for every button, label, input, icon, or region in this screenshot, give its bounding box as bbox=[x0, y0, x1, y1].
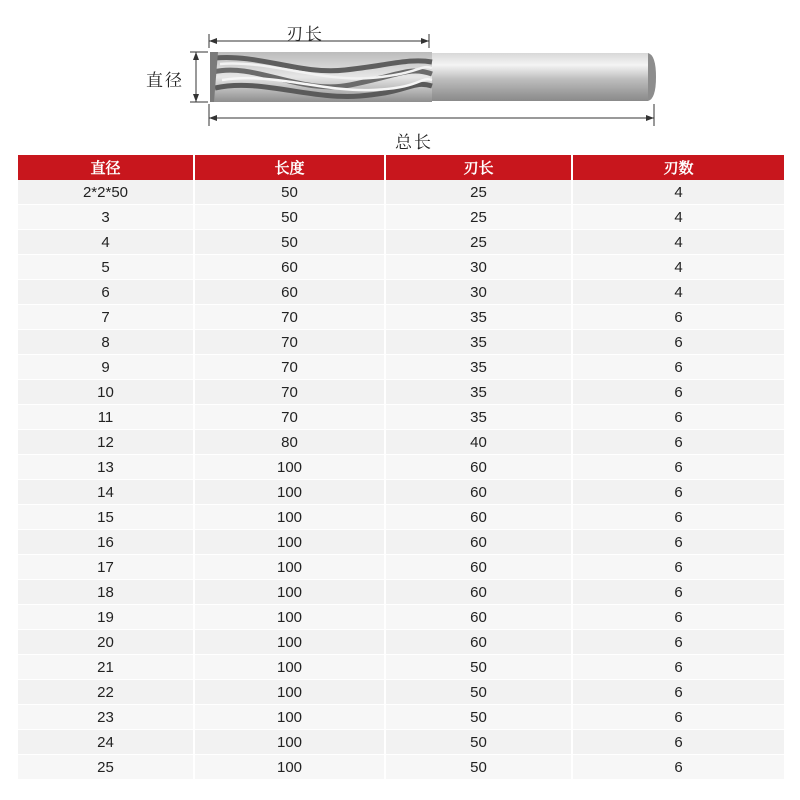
table-row bbox=[18, 530, 784, 555]
cell-flute-length: 60 bbox=[385, 555, 572, 580]
cell-diameter: 14 bbox=[18, 480, 194, 505]
cell-flute-count: 6 bbox=[572, 430, 784, 455]
diameter-label: 直径 bbox=[146, 71, 184, 91]
spec-table bbox=[18, 155, 784, 780]
cell-flute-count: 6 bbox=[572, 655, 784, 680]
cell-flute-length: 30 bbox=[385, 255, 572, 280]
cell-flute-count: 6 bbox=[572, 605, 784, 630]
reamer-flutes bbox=[210, 52, 432, 102]
cell-length: 70 bbox=[194, 305, 385, 330]
cell-flute-count: 6 bbox=[572, 330, 784, 355]
table-row bbox=[18, 605, 784, 630]
cell-flute-length: 25 bbox=[385, 180, 572, 205]
cell-flute-length: 35 bbox=[385, 405, 572, 430]
cell-length: 60 bbox=[194, 280, 385, 305]
cell-diameter: 18 bbox=[18, 580, 194, 605]
header-diameter: 直径 bbox=[18, 155, 194, 180]
cell-diameter: 9 bbox=[18, 355, 194, 380]
cell-flute-count: 6 bbox=[572, 730, 784, 755]
cell-flute-length: 60 bbox=[385, 630, 572, 655]
cell-length: 100 bbox=[194, 580, 385, 605]
cell-flute-length: 35 bbox=[385, 305, 572, 330]
table-row bbox=[18, 305, 784, 330]
cell-flute-count: 6 bbox=[572, 530, 784, 555]
cell-diameter: 16 bbox=[18, 530, 194, 555]
cell-length: 100 bbox=[194, 455, 385, 480]
cell-length: 70 bbox=[194, 355, 385, 380]
header-flute-count: 刃数 bbox=[572, 155, 784, 180]
table-row bbox=[18, 455, 784, 480]
table-row bbox=[18, 555, 784, 580]
cell-flute-count: 6 bbox=[572, 405, 784, 430]
diameter-dimension bbox=[190, 52, 208, 102]
cell-flute-count: 6 bbox=[572, 455, 784, 480]
cell-flute-count: 4 bbox=[572, 230, 784, 255]
cell-diameter: 25 bbox=[18, 755, 194, 780]
cell-flute-length: 35 bbox=[385, 330, 572, 355]
cell-length: 50 bbox=[194, 180, 385, 205]
cell-length: 100 bbox=[194, 530, 385, 555]
cell-length: 60 bbox=[194, 255, 385, 280]
cell-diameter: 6 bbox=[18, 280, 194, 305]
cell-length: 100 bbox=[194, 505, 385, 530]
cell-flute-count: 6 bbox=[572, 580, 784, 605]
table-row bbox=[18, 180, 784, 205]
cell-diameter: 3 bbox=[18, 205, 194, 230]
table-row bbox=[18, 330, 784, 355]
cell-flute-count: 6 bbox=[572, 555, 784, 580]
cell-flute-count: 6 bbox=[572, 755, 784, 780]
table-row bbox=[18, 255, 784, 280]
header-flute-length: 刃长 bbox=[385, 155, 572, 180]
cell-diameter: 15 bbox=[18, 505, 194, 530]
table-row bbox=[18, 230, 784, 255]
table-row bbox=[18, 705, 784, 730]
cell-length: 80 bbox=[194, 430, 385, 455]
cell-flute-count: 4 bbox=[572, 280, 784, 305]
cell-length: 100 bbox=[194, 480, 385, 505]
cell-length: 100 bbox=[194, 555, 385, 580]
table-row bbox=[18, 680, 784, 705]
cell-flute-length: 25 bbox=[385, 230, 572, 255]
cell-flute-count: 6 bbox=[572, 680, 784, 705]
cell-length: 100 bbox=[194, 605, 385, 630]
reamer-shank bbox=[430, 53, 656, 101]
cell-flute-length: 60 bbox=[385, 455, 572, 480]
table-row bbox=[18, 380, 784, 405]
cell-diameter: 19 bbox=[18, 605, 194, 630]
cell-length: 100 bbox=[194, 680, 385, 705]
table-row bbox=[18, 755, 784, 780]
cell-flute-count: 6 bbox=[572, 380, 784, 405]
table-row bbox=[18, 580, 784, 605]
tool-diagram bbox=[0, 0, 800, 155]
cell-length: 50 bbox=[194, 205, 385, 230]
cell-length: 100 bbox=[194, 655, 385, 680]
cell-flute-count: 4 bbox=[572, 205, 784, 230]
cell-flute-length: 60 bbox=[385, 605, 572, 630]
cell-flute-length: 50 bbox=[385, 755, 572, 780]
cell-flute-count: 6 bbox=[572, 305, 784, 330]
cell-flute-length: 35 bbox=[385, 355, 572, 380]
flute-length-label: 刃长 bbox=[286, 25, 324, 45]
cell-flute-length: 50 bbox=[385, 705, 572, 730]
cell-flute-length: 40 bbox=[385, 430, 572, 455]
cell-flute-length: 60 bbox=[385, 530, 572, 555]
cell-flute-count: 6 bbox=[572, 630, 784, 655]
cell-flute-count: 4 bbox=[572, 180, 784, 205]
cell-diameter: 2*2*50 bbox=[18, 180, 194, 205]
cell-length: 100 bbox=[194, 755, 385, 780]
cell-diameter: 7 bbox=[18, 305, 194, 330]
cell-length: 70 bbox=[194, 330, 385, 355]
cell-diameter: 23 bbox=[18, 705, 194, 730]
cell-diameter: 21 bbox=[18, 655, 194, 680]
cell-diameter: 12 bbox=[18, 430, 194, 455]
cell-length: 70 bbox=[194, 380, 385, 405]
cell-flute-count: 6 bbox=[572, 480, 784, 505]
cell-flute-count: 6 bbox=[572, 505, 784, 530]
cell-flute-count: 6 bbox=[572, 705, 784, 730]
total-length-label: 总长 bbox=[395, 133, 433, 153]
cell-flute-length: 60 bbox=[385, 480, 572, 505]
cell-flute-length: 60 bbox=[385, 580, 572, 605]
cell-flute-length: 50 bbox=[385, 655, 572, 680]
table-row bbox=[18, 655, 784, 680]
cell-flute-length: 50 bbox=[385, 730, 572, 755]
total-length-dimension bbox=[209, 104, 654, 126]
cell-diameter: 24 bbox=[18, 730, 194, 755]
cell-length: 100 bbox=[194, 705, 385, 730]
cell-diameter: 5 bbox=[18, 255, 194, 280]
table-row bbox=[18, 280, 784, 305]
cell-length: 100 bbox=[194, 630, 385, 655]
cell-diameter: 4 bbox=[18, 230, 194, 255]
cell-flute-length: 35 bbox=[385, 380, 572, 405]
cell-flute-count: 6 bbox=[572, 355, 784, 380]
cell-diameter: 11 bbox=[18, 405, 194, 430]
cell-length: 70 bbox=[194, 405, 385, 430]
table-row bbox=[18, 505, 784, 530]
table-row bbox=[18, 355, 784, 380]
cell-flute-length: 60 bbox=[385, 505, 572, 530]
cell-flute-count: 4 bbox=[572, 255, 784, 280]
cell-flute-length: 50 bbox=[385, 680, 572, 705]
cell-flute-length: 30 bbox=[385, 280, 572, 305]
cell-diameter: 10 bbox=[18, 380, 194, 405]
header-length: 长度 bbox=[194, 155, 385, 180]
cell-flute-length: 25 bbox=[385, 205, 572, 230]
table-row bbox=[18, 630, 784, 655]
cell-diameter: 22 bbox=[18, 680, 194, 705]
table-row bbox=[18, 480, 784, 505]
cell-diameter: 8 bbox=[18, 330, 194, 355]
table-row bbox=[18, 730, 784, 755]
cell-length: 50 bbox=[194, 230, 385, 255]
cell-diameter: 13 bbox=[18, 455, 194, 480]
cell-diameter: 20 bbox=[18, 630, 194, 655]
table-row bbox=[18, 405, 784, 430]
table-row bbox=[18, 205, 784, 230]
cell-length: 100 bbox=[194, 730, 385, 755]
header-row bbox=[18, 155, 784, 180]
cell-diameter: 17 bbox=[18, 555, 194, 580]
table-row bbox=[18, 430, 784, 455]
